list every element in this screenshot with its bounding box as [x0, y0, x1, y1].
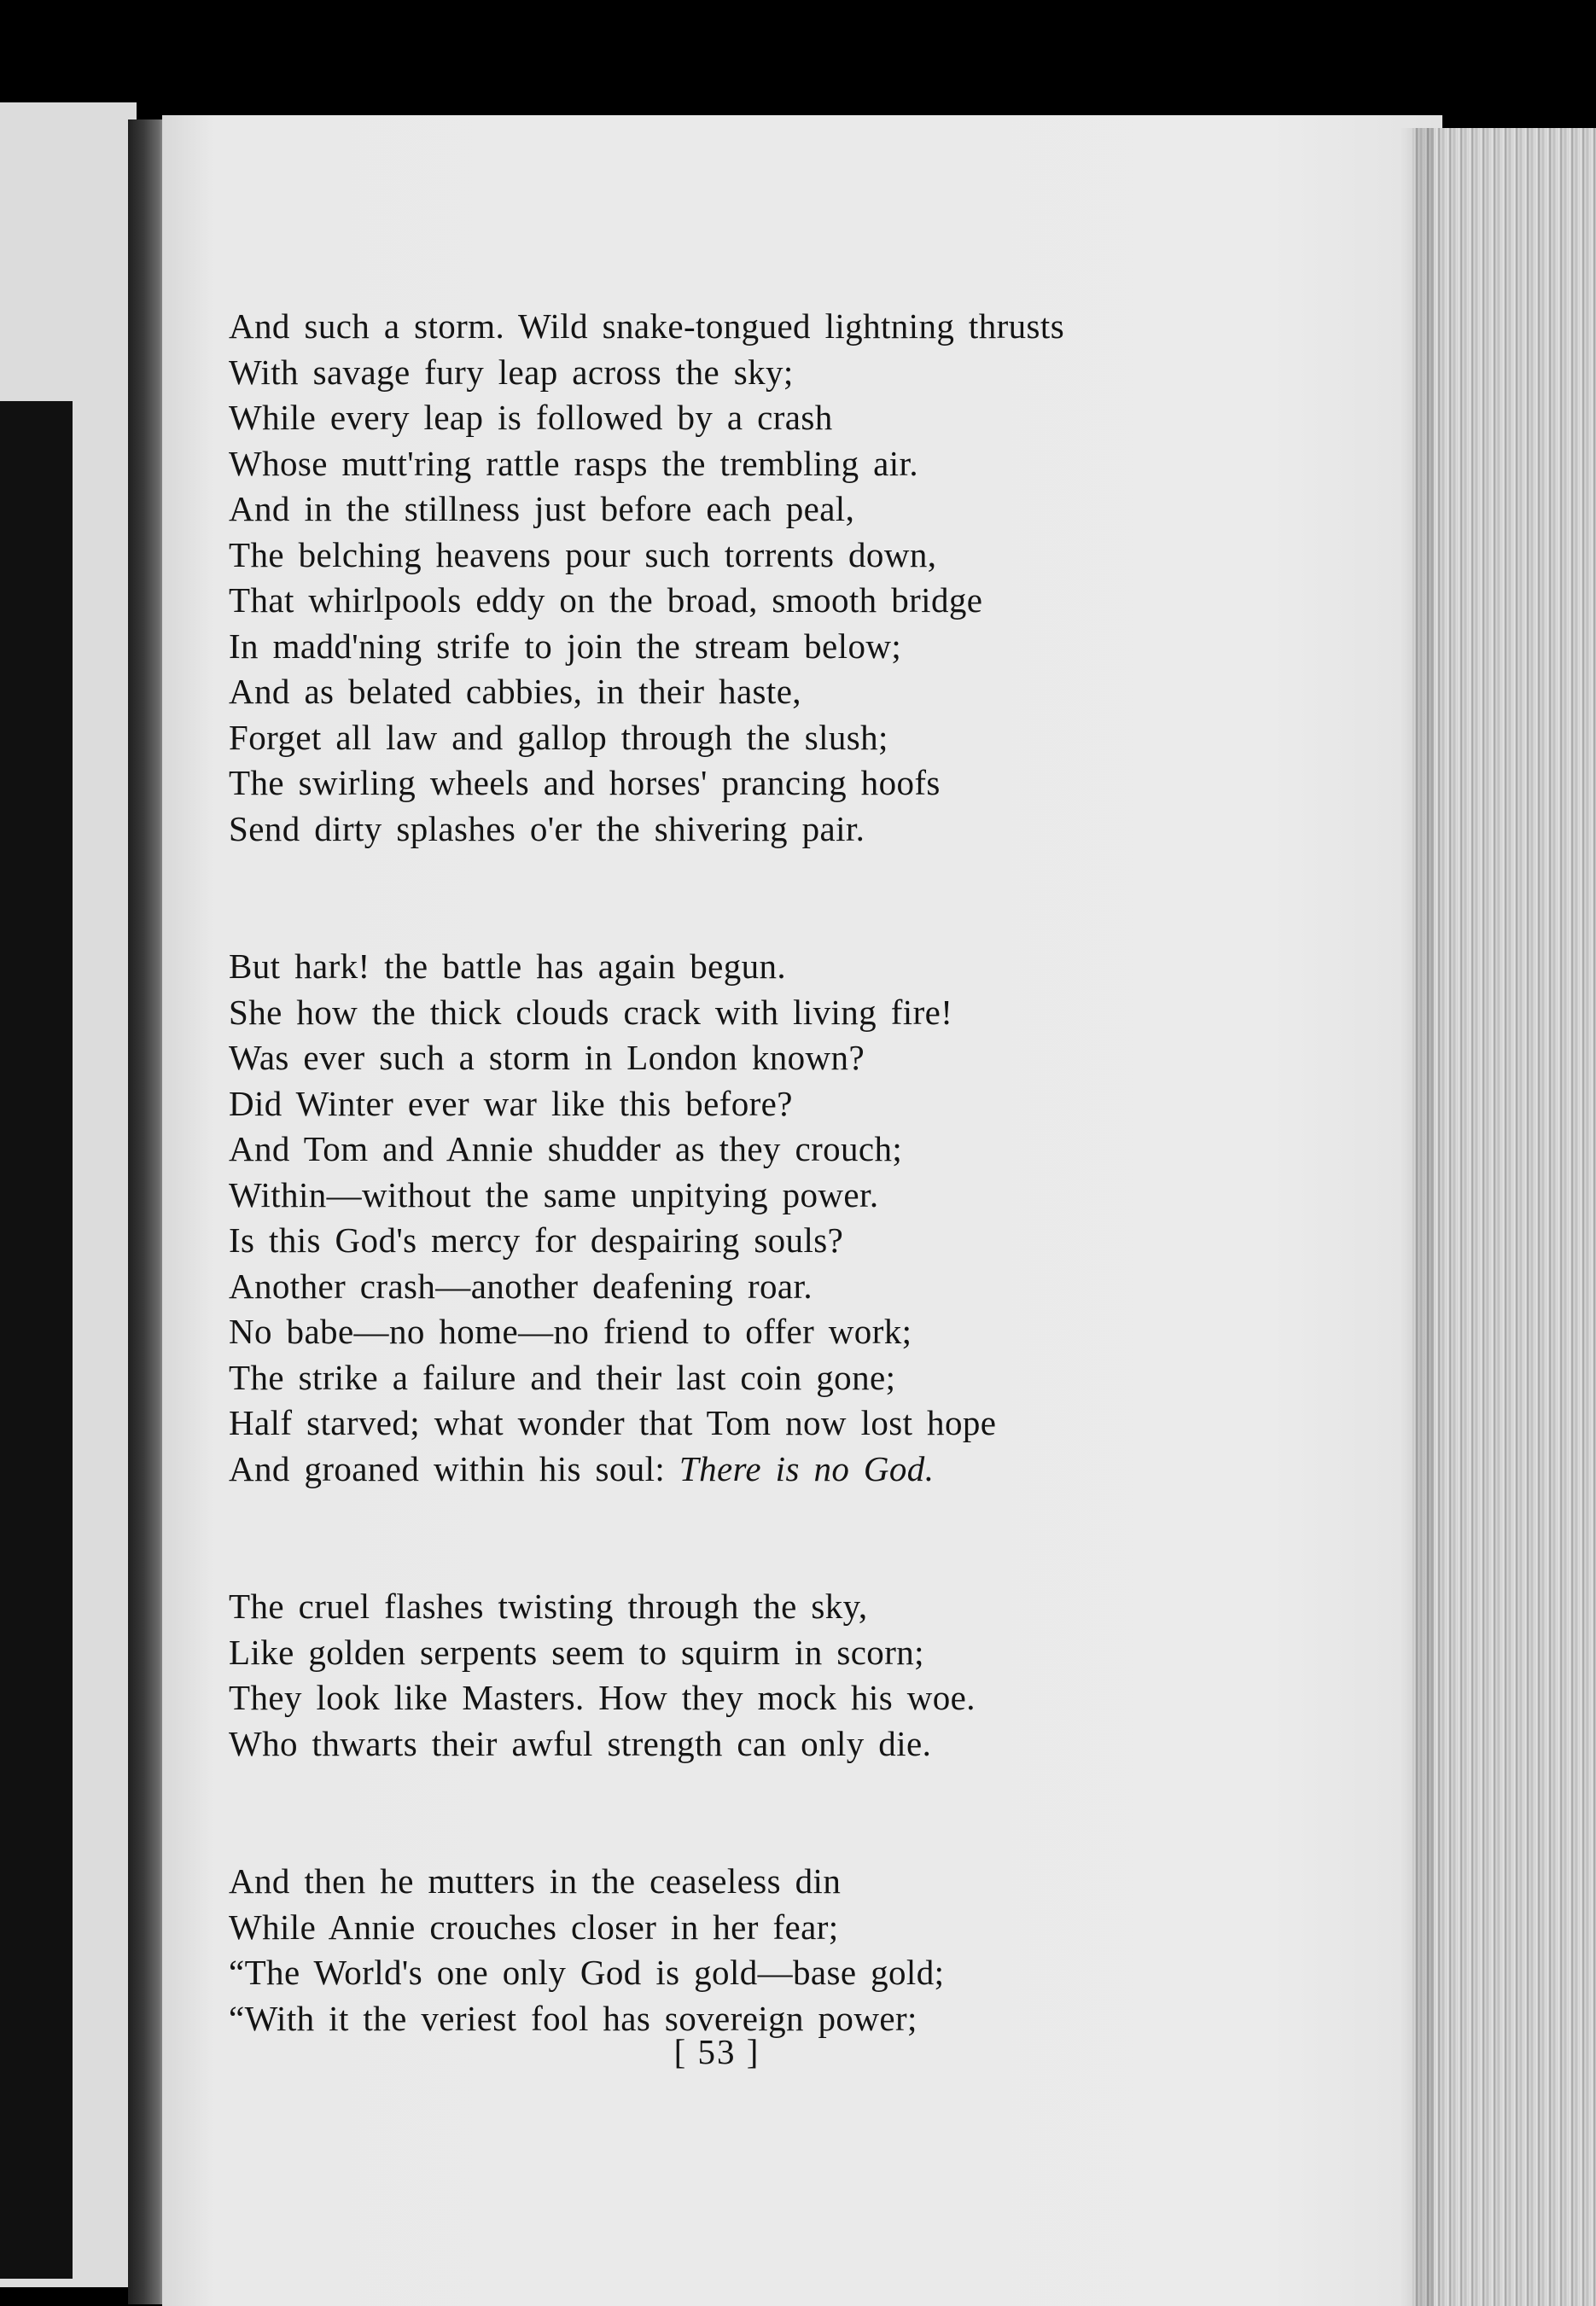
poem-line: While every leap is followed by a crash — [229, 398, 833, 437]
poem-line: While Annie crouches closer in her fear; — [229, 1907, 839, 1947]
book-gutter — [128, 119, 166, 2304]
page-number: [ 53 ] — [673, 2032, 760, 2071]
poem-line: And then he mutters in the ceaseless din — [229, 1861, 842, 1901]
poem-line: Within—without the same unpitying power. — [229, 1174, 879, 1214]
poem-line: And such a storm. Wild snake-tongued lightning thrusts — [229, 306, 1065, 346]
poem-line: Another crash—another deafening roar. — [229, 1266, 813, 1306]
poem-line: Whose mutt'ring rattle rasps the trembling air. — [229, 443, 918, 483]
page-stack-shadow — [1400, 128, 1434, 2306]
poem-line: The swirling wheels and horses' prancing hoofs — [229, 763, 941, 802]
poem-line: The strike a failure and their last coin gone; — [229, 1357, 896, 1397]
poem-line: That whirlpools eddy on the broad, smooth bridge — [229, 580, 983, 620]
poem-line: And as belated cabbies, in their haste, — [229, 672, 801, 711]
poem-line: No babe—no home—no friend to offer work; — [229, 1312, 912, 1351]
italic-phrase: There is no God. — [679, 1448, 935, 1488]
poem-line: She how the thick clouds crack with living fire! — [229, 992, 953, 1032]
page-stack-edges — [1413, 128, 1596, 2306]
poem-line-prefix: And groaned within his soul: — [229, 1448, 679, 1488]
previous-page-shadow — [0, 401, 73, 2279]
stanza-1 — [229, 304, 1219, 852]
poem-line: They look like Masters. How they mock his woe. — [229, 1678, 976, 1717]
poem-text — [229, 304, 1219, 2041]
poem-line: Did Winter ever war like this before? — [229, 1083, 793, 1123]
poem-line-final — [229, 1447, 1219, 1493]
stanza-4 — [229, 1859, 1219, 2041]
poem-line: The cruel flashes twisting through the sky, — [229, 1587, 868, 1626]
poem-line: The belching heavens pour such torrents down, — [229, 534, 937, 574]
poem-line: “The World's one only God is gold—base gold; — [229, 1953, 945, 1992]
poem-line: Who thwarts their awful strength can only die. — [229, 1723, 932, 1763]
stanza-3 — [229, 1584, 1219, 1767]
poem-line: Half starved; what wonder that Tom now lost hope — [229, 1403, 997, 1442]
poem-line: Forget all law and gallop through the slush; — [229, 717, 888, 757]
poem-line: And in the stillness just before each peal, — [229, 489, 855, 528]
poem-line: But hark! the battle has again begun. — [229, 946, 787, 986]
poem-line: “With it the veriest fool has sovereign power; — [229, 1998, 917, 2038]
stanza-2 — [229, 944, 1219, 1492]
poem-line: With savage fury leap across the sky; — [229, 352, 794, 392]
poem-line: Like golden serpents seem to squirm in scorn; — [229, 1632, 924, 1672]
poem-line: In madd'ning strife to join the stream below; — [229, 626, 902, 666]
poem-line: Send dirty splashes o'er the shivering pair. — [229, 808, 865, 848]
poem-line: Was ever such a storm in London known? — [229, 1038, 865, 1077]
poem-line: Is this God's mercy for despairing souls? — [229, 1220, 844, 1260]
poem-line: And Tom and Annie shudder as they crouch; — [229, 1129, 903, 1168]
